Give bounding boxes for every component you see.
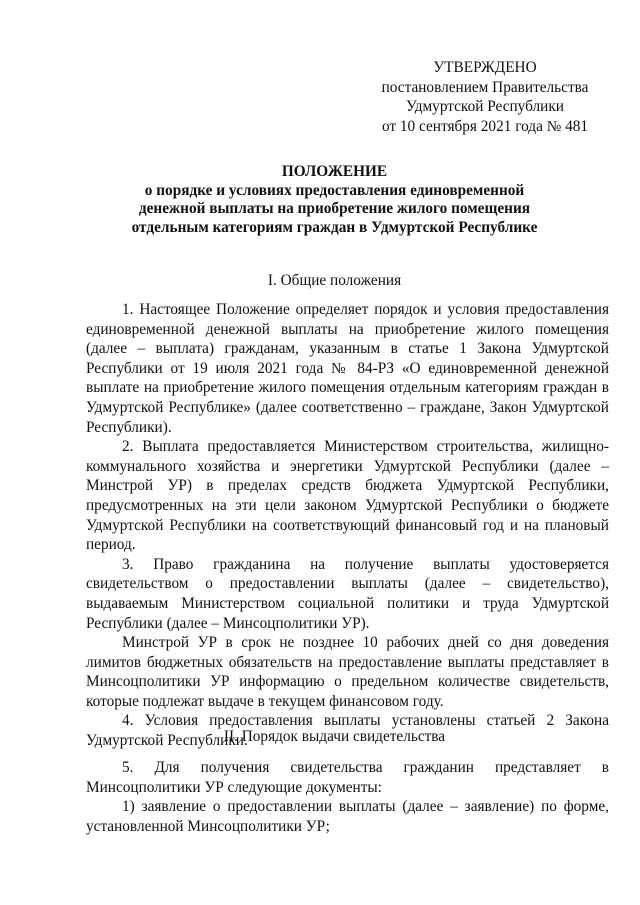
section-body bbox=[86, 758, 609, 836]
approval-line: Удмуртской Республики bbox=[406, 98, 564, 115]
title-line: о порядке и условиях предоставления единовременной bbox=[144, 181, 525, 199]
document-title bbox=[60, 163, 609, 237]
paragraph: 4. Условия предоставления выплаты установлены статьей 2 Закона Удмуртской Республики. bbox=[86, 712, 609, 750]
title-line: отдельным категориям граждан в Удмуртской Республике bbox=[131, 218, 538, 236]
title-main: ПОЛОЖЕНИЕ bbox=[281, 163, 388, 180]
approval-stamp-block bbox=[380, 58, 590, 136]
paragraph: 3. Право гражданина на получение выплаты удостоверяется свидетельством о предоставлении выплаты (далее – свидетельство), выдаваемым Министерством социальной политики и труда Удмуртской Республики (далее – Минсоцполитики УР). bbox=[86, 555, 609, 632]
paragraph: 1) заявление о предоставлении выплаты (далее – заявление) по форме, установленной Минсоцполитики УР; bbox=[86, 798, 609, 835]
paragraph: 1. Настоящее Положение определяет порядок и условия предоставления единовременной денежной выплаты на приобретение жилого помещения (далее – выплата) гражданам, указанным в статье 1 Закона Удмуртской Республики от 19 июля 2021 года № 84-РЗ «О единовременной денежной выплате на приобретение жилого помещения отдельным категориям граждан в Удмуртской Республике» (далее соответственно – граждане, Закон Удмуртской Республики). bbox=[86, 301, 609, 436]
paragraph: Минстрой УР в срок не позднее 10 рабочих дней со дня доведения лимитов бюджетных обязательств на предоставление выплаты представляет в Минсоцполитики УР информацию о предельном количестве свидетельств, которые подлежат выдаче в текущем финансовом году. bbox=[86, 634, 609, 710]
paragraph: 5. Для получения свидетельства гражданин представляет в Минсоцполитики УР следующие документы: bbox=[86, 759, 609, 796]
approval-line: постановлением Правительства bbox=[381, 78, 589, 96]
paragraph: 2. Выплата предоставляется Министерством строительства, жилищно-коммунального хозяйства и энергетики Удмуртской Республики (далее – Минстрой УР) в пределах средств бюджета Удмуртской Республики, предусмотренных на эти цели законом Удмуртской Республики о бюджете Удмуртской Республики на соответствующий финансовый год и на плановый период. bbox=[86, 438, 609, 554]
section-heading: I. Общие положения bbox=[267, 272, 402, 289]
approval-date-line: от 10 сентября 2021 года № 481 bbox=[381, 117, 589, 135]
section-heading: II. Порядок выдачи свидетельства bbox=[223, 728, 446, 745]
title-line: денежной выплаты на приобретение жилого помещения bbox=[138, 200, 531, 217]
approval-heading: УТВЕРЖДЕНО bbox=[433, 59, 537, 76]
section-body bbox=[86, 300, 609, 751]
